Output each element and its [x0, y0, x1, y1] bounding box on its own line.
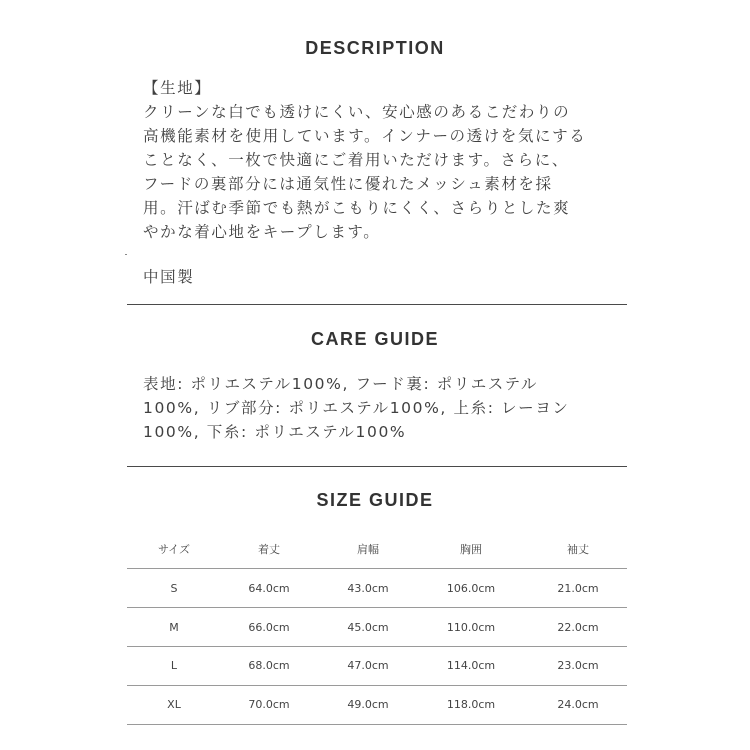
cell-chest: 110.0cm [446, 621, 496, 634]
description-body [143, 76, 586, 244]
tick-mark [125, 254, 127, 255]
cell-chest: 114.0cm [446, 659, 496, 672]
care-guide-title: CARE GUIDE [310, 329, 439, 349]
cell-shoulder: 49.0cm [347, 698, 389, 711]
table-divider [127, 568, 627, 569]
description-line: ことなく、一枚で快適にご着用いただけます。さらに、 [143, 151, 569, 169]
cell-chest: 106.0cm [446, 582, 496, 595]
description-line: クリーンな白でも透けにくい、安心感のあるこだわりの [143, 103, 571, 121]
cell-sleeve: 21.0cm [557, 582, 599, 595]
cell-length: 70.0cm [248, 698, 290, 711]
care-line: 100%, 下糸: ポリエステル100% [143, 423, 407, 441]
care-guide-body [143, 372, 569, 444]
header-shoulder: 肩幅 [357, 543, 379, 556]
description-line: やかな着心地をキープします。 [143, 223, 381, 241]
care-line: 表地: ポリエステル100%, フード裏: ポリエステル [143, 375, 539, 393]
section-divider [127, 466, 627, 467]
cell-sleeve: 24.0cm [557, 698, 599, 711]
header-size: サイズ [157, 543, 191, 556]
table-divider [127, 685, 627, 686]
cell-shoulder: 45.0cm [347, 621, 389, 634]
description-line: 高機能素材を使用しています。インナーの透けを気にする [143, 127, 587, 145]
cell-length: 64.0cm [248, 582, 290, 595]
care-line: 100%, リブ部分: ポリエステル100%, 上糸: レーヨン [143, 399, 570, 417]
cell-sleeve: 22.0cm [557, 621, 599, 634]
fabric-label: 【生地】 [143, 79, 212, 97]
table-divider [127, 646, 627, 647]
cell-shoulder: 43.0cm [347, 582, 389, 595]
header-length: 着丈 [258, 543, 280, 556]
cell-length: 66.0cm [248, 621, 290, 634]
cell-sleeve: 23.0cm [557, 659, 599, 672]
description-line: フードの裏部分には通気性に優れたメッシュ素材を採 [143, 175, 553, 193]
cell-size: S [170, 582, 178, 595]
description-line: 用。汗ばむ季節でも熱がこもりにくく、さらりとした爽 [143, 199, 571, 217]
cell-size: XL [167, 698, 181, 711]
header-sleeve: 袖丈 [567, 543, 589, 556]
cell-size: M [169, 621, 179, 634]
cell-length: 68.0cm [248, 659, 290, 672]
cell-shoulder: 47.0cm [347, 659, 389, 672]
origin-text: 中国製 [143, 268, 195, 286]
table-divider [127, 724, 627, 725]
cell-chest: 118.0cm [446, 698, 496, 711]
cell-size: L [170, 659, 178, 672]
section-divider [127, 304, 627, 305]
description-title: DESCRIPTION [305, 38, 445, 58]
header-chest: 胸囲 [460, 543, 482, 556]
table-divider [127, 607, 627, 608]
size-guide-title: SIZE GUIDE [316, 490, 434, 510]
